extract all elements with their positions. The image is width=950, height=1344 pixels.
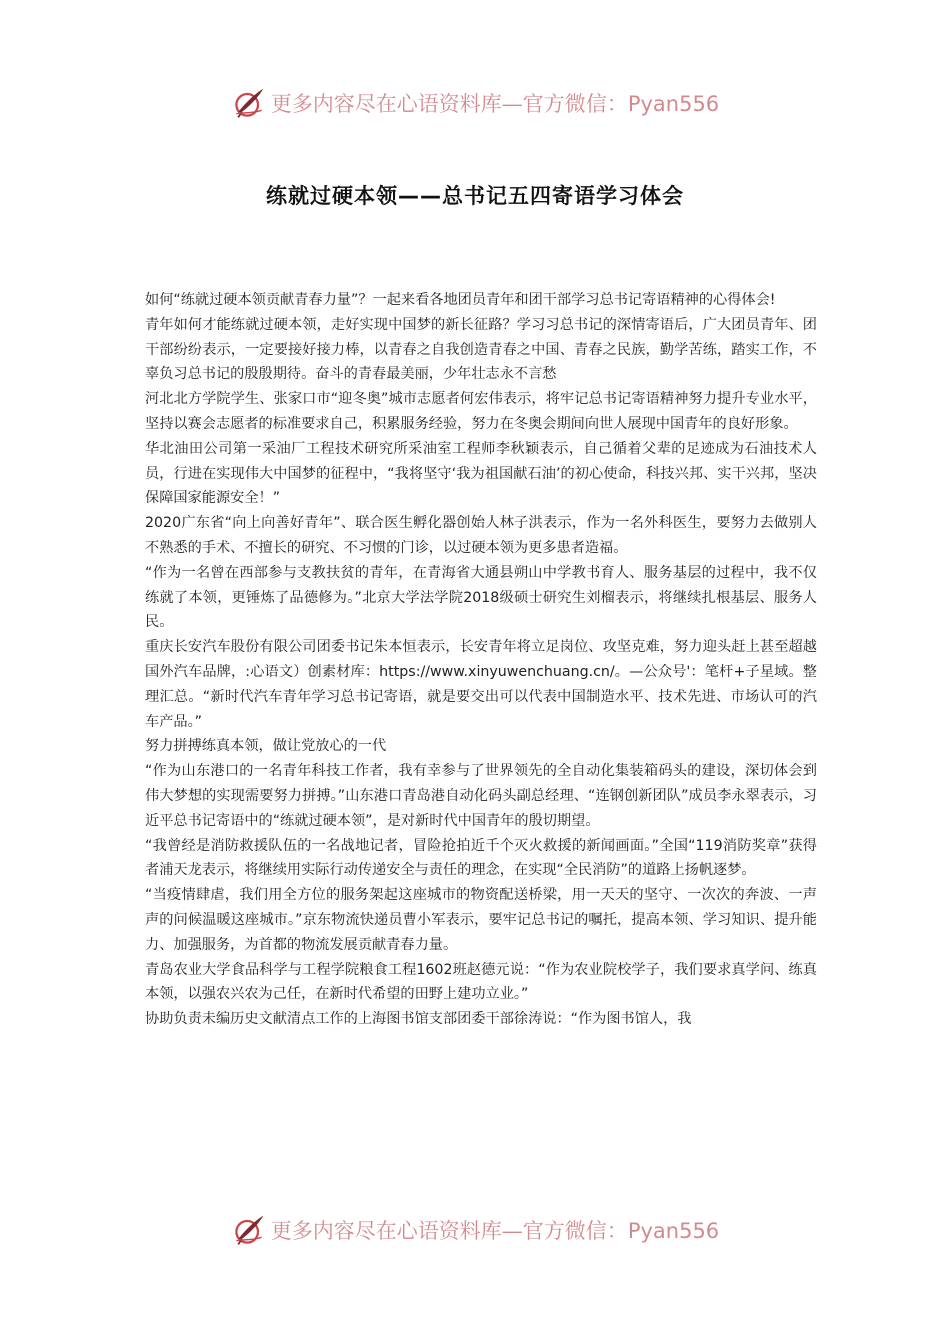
paragraph: “作为山东港口的一名青年科技工作者，我有幸参与了世界领先的全自动化集装箱码头的建设，深切体会到伟大梦想的实现需要努力拼搏。”山东港口青岛港自动化码头副总经理、“连钢创新团队”成员李永翠表示，习近平总书记寄语中的“练就过硬本领”，是对新时代中国青年的殷切期望。: [145, 763, 817, 829]
paragraph: 协助负责未编历史文献清点工作的上海图书馆支部团委干部徐涛说：“作为图书馆人，我: [145, 1011, 692, 1028]
paragraph: 重庆长安汽车股份有限公司团委书记朱本恒表示，长安青年将立足岗位、攻坚克难，努力迎头赶上甚至超越国外汽车品牌，:心语文）创素材库：https://www.xinyuwenchuang.cn/。—公众号'：笔杆+子星域。整理汇总。“新时代汽车青年学习总书记寄语，就是要交出可以代表中国制造水平、技术先进、市场认可的汽车产品。”: [145, 639, 817, 730]
section-heading: 努力拼搏练真本领，做让党放心的一代: [145, 738, 387, 755]
paragraph: 如何“练就过硬本领贡献青春力量”？一起来看各地团员青年和团干部学习总书记寄语精神的心得体会!: [145, 292, 776, 308]
banner-text: 更多内容尽在心语资料库—官方微信：Pyan556: [270, 92, 720, 116]
document-title: 练就过硬本领——总书记五四寄语学习体会: [266, 184, 684, 208]
quill-logo-icon: [231, 1212, 267, 1248]
quill-logo-icon: [231, 85, 267, 121]
document-body: [145, 288, 817, 1032]
paragraph: 河北北方学院学生、张家口市“迎冬奥”城市志愿者何宏伟表示，将牢记总书记寄语精神努力提升专业水平，坚持以赛会志愿者的标准要求自己，积累服务经验，努力在冬奥会期间向世人展现中国青年的良好形象。: [145, 391, 817, 432]
paragraph: 华北油田公司第一采油厂工程技术研究所采油室工程师李秋颖表示，自己循着父辈的足迹成为石油技术人员，行进在实现伟大中国梦的征程中，“我将坚守‘我为祖国献石油’的初心使命，科技兴邦、实干兴邦，坚决保障国家能源安全！”: [145, 440, 817, 507]
paragraph: “当疫情肆虐，我们用全方位的服务架起这座城市的物资配送桥梁，用一天天的坚守、一次次的奔波、一声声的问候温暖这座城市。”京东物流快递员曹小军表示，要牢记总书记的嘱托，提高本领、学习知识、提升能力、加强服务，为首都的物流发展贡献青春力量。: [145, 887, 817, 953]
paragraph: 2020广东省“向上向善好青年”、联合医生孵化器创始人林子洪表示，作为一名外科医生，要努力去做别人不熟悉的手术、不擅长的研究、不习惯的门诊，以过硬本领为更多患者造福。: [145, 515, 817, 556]
paragraph: 青年如何才能练就过硬本领，走好实现中国梦的新长征路？学习习总书记的深情寄语后，广大团员青年、团干部纷纷表示，一定要接好接力棒，以青春之自我创造青春之中国、青春之民族，勤学苦练，踏实工作，不辜负习总书记的殷殷期待。奋斗的青春最美丽，少年壮志永不言愁: [145, 316, 817, 383]
footer-banner: [0, 1210, 950, 1250]
wechat-id: Pyan556: [627, 92, 720, 116]
paragraph: 青岛农业大学食品科学与工程学院粮食工程1602班赵德元说：“作为农业院校学子，我们要求真学问、练真本领，以强农兴农为己任，在新时代希望的田野上建功立业。”: [145, 961, 817, 1003]
wechat-id: Pyan556: [627, 1219, 720, 1243]
paragraph: “我曾经是消防救援队伍的一名战地记者，冒险抢拍近千个灭火救援的新闻画面。”全国“119消防奖章”获得者浦天龙表示，将继续用实际行动传递安全与责任的理念，在实现“全民消防”的道路上扬帆逐梦。: [145, 837, 817, 879]
paragraph: “作为一名曾在西部参与支教扶贫的青年，在青海省大通县朔山中学教书育人、服务基层的过程中，我不仅练就了本领，更锤炼了品德修为。”北京大学法学院2018级硕士研究生刘榴表示，将继续扎根基层、服务人民。: [145, 564, 817, 631]
header-banner: [0, 83, 950, 123]
banner-text: 更多内容尽在心语资料库—官方微信：Pyan556: [270, 1219, 720, 1243]
